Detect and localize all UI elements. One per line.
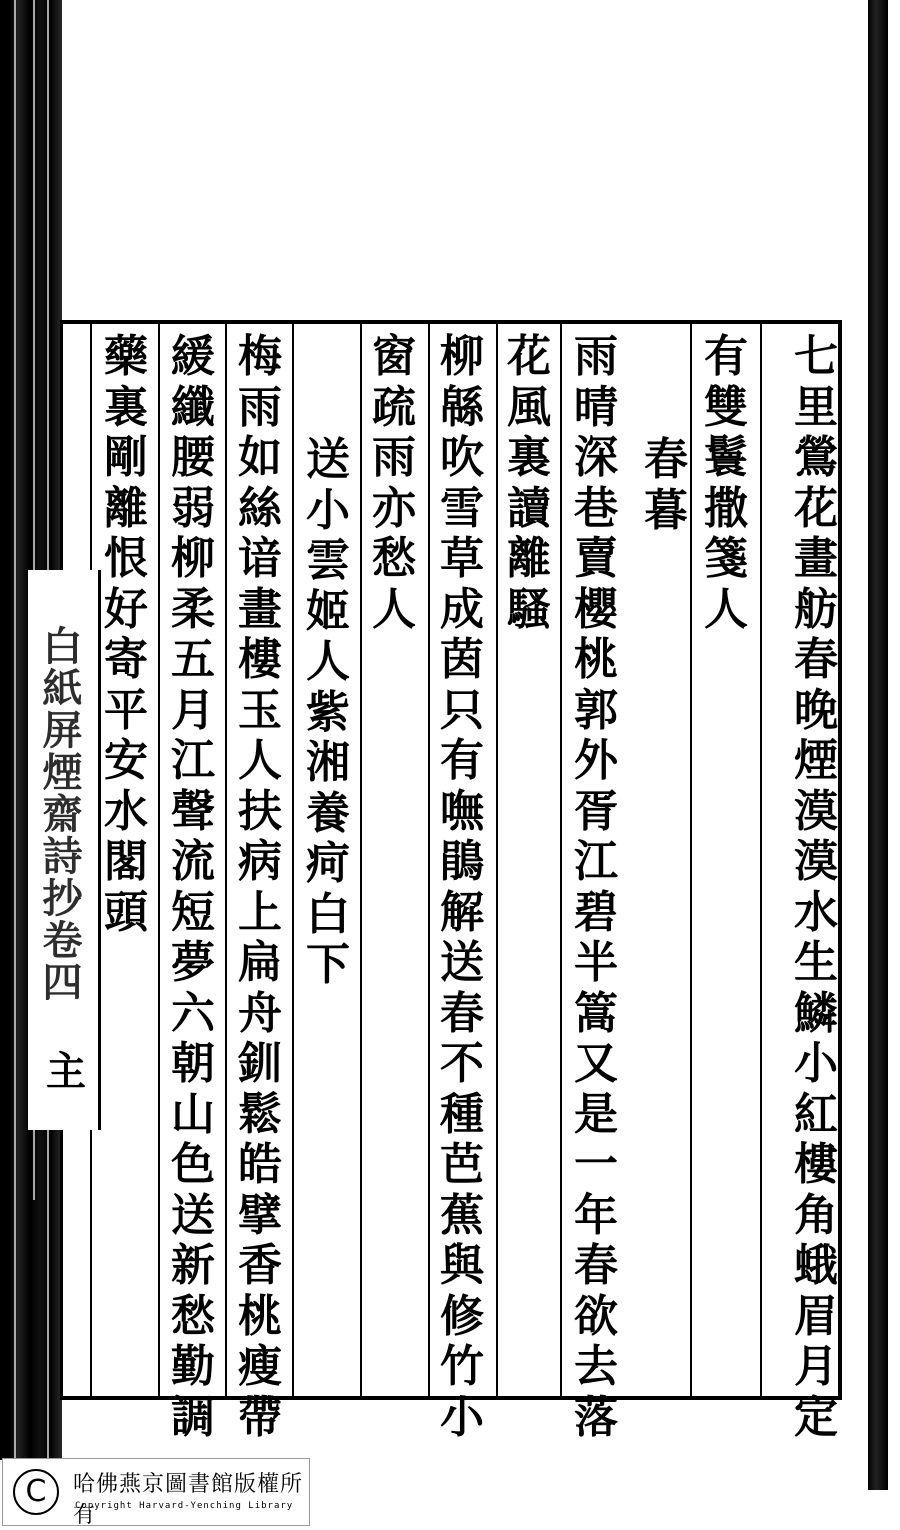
glyph: 五 [171,634,215,685]
glyph: 里 [794,381,838,433]
glyph: 鶯 [794,432,838,483]
glyph: 雲 [306,535,350,586]
glyph: 箋 [704,533,748,584]
glyph: 是 [574,1088,618,1140]
glyph: 窗 [372,331,416,382]
glyph: 月 [794,1341,838,1392]
glyph: 角 [794,1189,838,1241]
glyph: 疏 [372,381,416,433]
glyph: 桃 [574,634,618,685]
glyph: 安 [104,735,148,786]
glyph: 水 [794,886,838,938]
glyph: 寄 [104,634,148,685]
glyph: 修 [440,1290,484,1342]
column-rule [360,322,362,1400]
glyph: 扶 [238,785,282,837]
spine-title: 白紙屏煙齋詩抄卷四 [36,625,83,1003]
glyph: 半 [574,937,618,988]
glyph: 一 [574,1139,618,1190]
glyph: 春 [440,987,484,1039]
glyph: 人 [306,636,350,687]
glyph: 讀 [507,482,551,534]
glyph: 養 [306,787,350,839]
glyph: 聲 [171,785,215,837]
glyph: 花 [507,331,551,382]
glyph: 解 [440,886,484,938]
glyph: 送 [440,937,484,988]
glyph: 小 [794,1038,838,1089]
glyph: 舫 [794,583,838,635]
glyph: 夢 [171,937,215,988]
glyph: 皓 [238,1139,282,1190]
glyph: 又 [574,1038,618,1089]
glyph: 樓 [238,634,282,685]
glyph: 離 [507,533,551,584]
glyph: 去 [574,1341,618,1392]
glyph: 送 [306,434,350,485]
glyph: 藥 [104,331,148,382]
glyph: 雙 [704,381,748,433]
page-right-edge [868,0,888,1490]
glyph: 人 [238,735,282,786]
glyph: 月 [171,684,215,736]
glyph: 緜 [440,381,484,433]
glyph: 柔 [171,583,215,635]
copyright-stamp [2,1458,310,1526]
glyph: 白 [306,888,350,940]
glyph: 晚 [794,684,838,736]
glyph: 嘸 [440,785,484,837]
glyph: 篙 [574,987,618,1039]
glyph: 蕉 [440,1189,484,1241]
glyph: 畫 [794,533,838,584]
glyph: 春 [644,434,688,485]
glyph: 絲 [238,482,282,534]
glyph: 鬆 [238,1088,282,1140]
glyph: 腰 [171,432,215,483]
text-column-11 [100,332,152,938]
glyph: 人 [372,583,416,635]
glyph: 柳 [440,331,484,382]
glyph: 弱 [171,482,215,534]
glyph: 鬟 [704,432,748,483]
glyph: 有 [704,331,748,382]
glyph: 六 [171,987,215,1039]
glyph: 芭 [440,1139,484,1190]
glyph: 如 [238,432,282,483]
glyph: 小 [306,484,350,536]
glyph: 茵 [440,634,484,685]
glyph: 扁 [238,937,282,988]
text-column-7 [368,332,420,635]
glyph: 江 [574,836,618,887]
glyph: 碧 [574,886,618,938]
glyph: 胥 [574,785,618,837]
column-rule [158,322,160,1400]
text-column-1 [790,332,842,1443]
glyph: 樓 [794,1139,838,1190]
text-column-4 [570,332,622,1443]
glyph: 外 [574,735,618,786]
glyph: 只 [440,684,484,736]
glyph: 舟 [238,987,282,1039]
column-rule [292,322,294,1400]
glyph: 水 [104,785,148,837]
glyph: 畫 [238,583,282,635]
text-column-2 [700,332,752,635]
gutter-streak [14,0,16,1460]
glyph: 平 [104,684,148,736]
glyph: 春 [794,634,838,685]
glyph: 不 [440,1038,484,1089]
glyph: 緩 [171,331,215,382]
glyph: 年 [574,1189,618,1241]
glyph: 騷 [507,583,551,635]
glyph: 香 [238,1240,282,1291]
glyph: 欲 [574,1290,618,1342]
text-column-5 [503,332,555,635]
glyph: 擘 [238,1189,282,1241]
glyph: 煙 [794,735,838,786]
glyph: 暮 [644,484,688,536]
glyph: 雨 [238,381,282,433]
copyright-icon: C [13,1469,59,1515]
text-column-9 [234,332,286,1443]
spine-page-number: 主 [46,1048,86,1095]
glyph: 眉 [794,1290,838,1342]
text-column-6 [436,332,488,1443]
glyph: 柳 [171,533,215,584]
glyph: 成 [440,583,484,635]
glyph: 梅 [238,331,282,382]
glyph: 雨 [574,331,618,382]
glyph: 瘦 [238,1341,282,1392]
glyph: 吹 [440,432,484,483]
glyph: 賣 [574,533,618,584]
glyph: 送 [171,1189,215,1241]
glyph: 落 [574,1391,618,1443]
column-rule [428,322,430,1400]
glyph: 亦 [372,482,416,534]
glyph: 桃 [238,1290,282,1342]
glyph: 竹 [440,1341,484,1392]
glyph: 愁 [171,1290,215,1342]
column-rule [225,322,227,1400]
column-rule [496,322,498,1400]
glyph: 定 [794,1391,838,1443]
glyph: 有 [440,735,484,786]
glyph: 與 [440,1240,484,1291]
glyph: 草 [440,533,484,584]
glyph: 閣 [104,836,148,887]
glyph: 種 [440,1088,484,1140]
copyright-line-english: Copyright Harvard-Yenching Library [75,1501,294,1511]
glyph: 人 [704,583,748,635]
glyph: 山 [171,1088,215,1140]
glyph: 新 [171,1240,215,1291]
glyph: 郭 [574,684,618,736]
glyph: 調 [171,1391,215,1443]
glyph: 勤 [171,1341,215,1392]
glyph: 剛 [104,432,148,483]
glyph: 愁 [372,533,416,584]
glyph: 蛾 [794,1240,838,1291]
glyph: 色 [171,1139,215,1190]
glyph: 雨 [372,432,416,483]
glyph: 釧 [238,1038,282,1089]
glyph: 雪 [440,482,484,534]
glyph: 朝 [171,1038,215,1089]
glyph: 風 [507,381,551,433]
glyph: 恨 [104,533,148,584]
glyph: 湘 [306,737,350,788]
glyph: 姬 [306,585,350,637]
glyph: 紅 [794,1088,838,1140]
glyph: 櫻 [574,583,618,635]
glyph: 好 [104,583,148,635]
glyph: 頭 [104,886,148,938]
glyph: 裏 [507,432,551,483]
glyph: 花 [794,482,838,534]
glyph: 裏 [104,381,148,433]
glyph: 流 [171,836,215,887]
text-column-3 [640,435,692,536]
glyph: 病 [238,836,282,887]
glyph: 谙 [238,533,282,584]
glyph: 帶 [238,1391,282,1443]
glyph: 晴 [574,381,618,433]
text-column-10 [167,332,219,1443]
glyph: 離 [104,482,148,534]
glyph: 江 [171,735,215,786]
glyph: 七 [794,331,838,382]
column-rule [560,322,562,1400]
glyph: 短 [171,886,215,938]
glyph: 紫 [306,686,350,738]
glyph: 漠 [794,785,838,837]
glyph: 纖 [171,381,215,433]
column-rule [760,322,762,1400]
glyph: 小 [440,1391,484,1443]
glyph: 巷 [574,482,618,534]
glyph: 上 [238,886,282,938]
glyph: 疴 [306,838,350,889]
glyph: 撒 [704,482,748,534]
glyph: 春 [574,1240,618,1291]
glyph: 漠 [794,836,838,887]
glyph: 玉 [238,684,282,736]
glyph: 生 [794,937,838,988]
glyph: 下 [306,939,350,990]
glyph: 鱗 [794,987,838,1039]
text-column-8 [302,435,354,991]
glyph: 深 [574,432,618,483]
glyph: 鵑 [440,836,484,887]
copyright-line-chinese: 哈佛燕京圖書館版權所有 [73,1472,304,1528]
